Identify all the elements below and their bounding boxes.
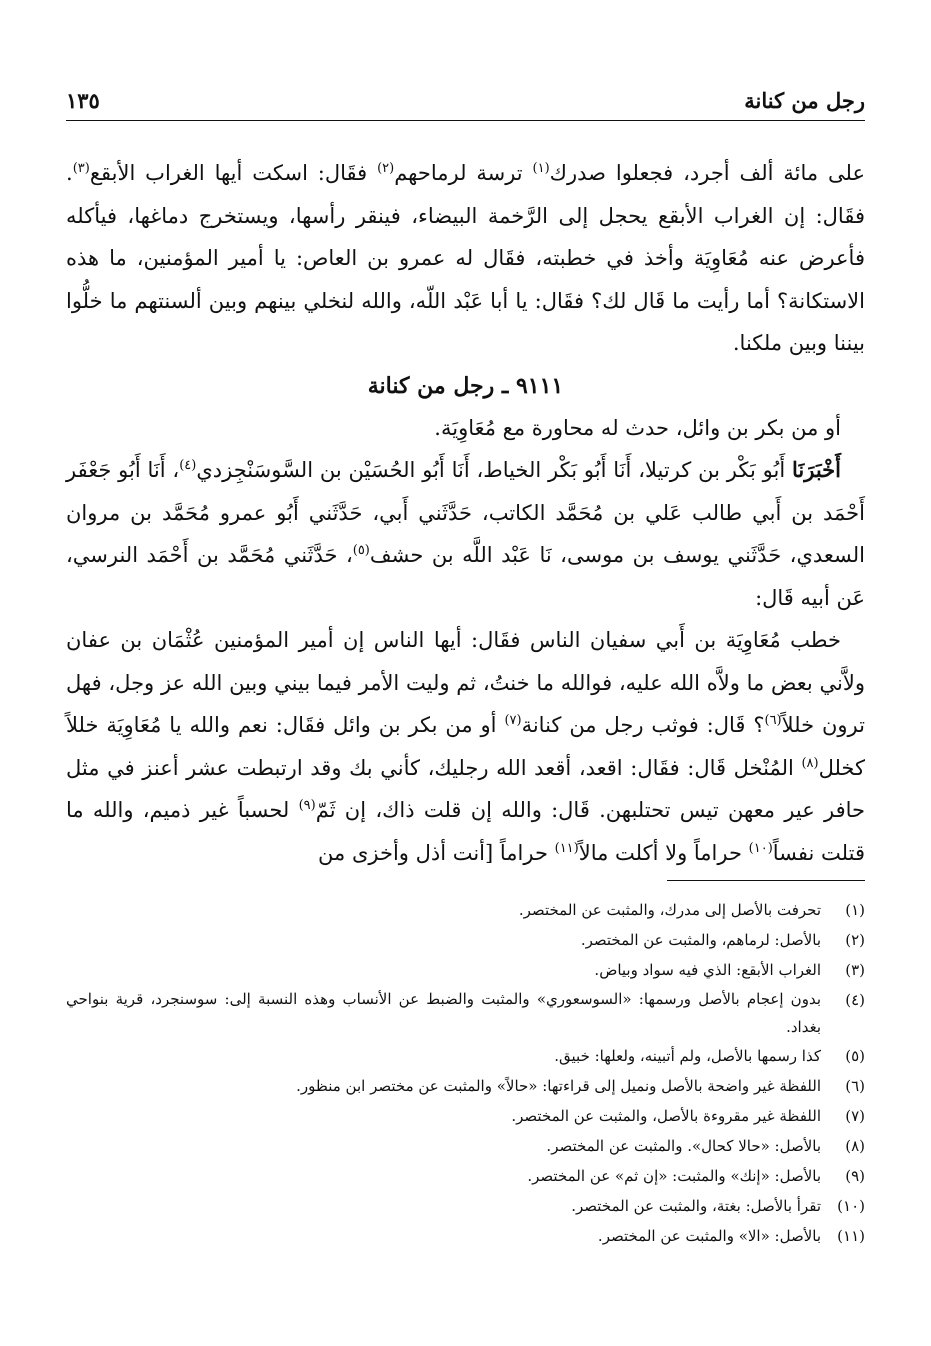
lead-word: أَخْبَرَنَا bbox=[792, 457, 841, 482]
running-header bbox=[66, 84, 865, 121]
paragraph-2: أو من بكر بن وائل، حدث له محاورة مع مُعَاوِيَة. bbox=[434, 415, 841, 440]
text-run: حراماً ولا أكلت مالاً bbox=[578, 840, 749, 865]
footnote-item bbox=[66, 1101, 865, 1131]
footnote-number: (٧) bbox=[845, 1107, 865, 1125]
footnote-ref-6: (٦) bbox=[764, 713, 782, 728]
footnote-ref-9: (٩) bbox=[298, 798, 316, 813]
text-run: المُنْخل قَال: فقَال: اقعد، أقعد الله رجليك، كأني بك وقد ارتبطت عشر أعنز في مثل حافر عير معهن تيس تحتلبهن. قَال: والله إن قلت ذاك، إن ثَمّ bbox=[66, 755, 866, 822]
footnote-text: تحرفت بالأصل إلى مدرك، والمثبت عن المختصر. bbox=[518, 901, 821, 919]
paragraph-3-isnad bbox=[66, 449, 865, 619]
footnote-number: (٨) bbox=[845, 1137, 865, 1155]
text-run: أو من بكر بن وائل فقَال: نعم والله يا مُعَاوِيَة خللاً كخلل bbox=[66, 713, 865, 780]
footnote-text: بالأصل: «الا» والمثبت عن المختصر. bbox=[597, 1227, 821, 1245]
footnote-text: تقرأ بالأصل: بغتة، والمثبت عن المختصر. bbox=[571, 1197, 821, 1215]
footnote-number: (٥) bbox=[845, 1047, 865, 1065]
footnote-number: (١٠) bbox=[837, 1197, 865, 1215]
footnote-text: كذا رسمها بالأصل، ولم أتبينه، ولعلها: خبيق. bbox=[554, 1047, 821, 1065]
footnote-number: (١١) bbox=[837, 1227, 865, 1245]
text-run: حراماً [أنت أذل وأخزى من bbox=[318, 840, 555, 865]
paragraph-1 bbox=[66, 152, 865, 365]
footnote-ref-4: (٤) bbox=[179, 458, 197, 473]
footnote-text: اللفظة غير مقروءة بالأصل، والمثبت عن المختصر. bbox=[511, 1107, 821, 1125]
text-run: ، أَنَا أَبُو جَعْفَر أَحْمَد بن أَبي طالب عَلي بن مُحَمَّد الكاتب، حَدَّثَني أَبي، حَدَّثَني أَبُو عمرو مُحَمَّد بن مروان السعدي، حَدَّثَني يوسف بن موسى، نَا عَبْد اللَّه بن حشف bbox=[66, 458, 866, 567]
footnote-number: (١) bbox=[845, 901, 865, 919]
text-run: لحسباً غير ذميم، والله ما قتلت نفساً bbox=[66, 798, 865, 865]
footnote-item bbox=[66, 1131, 865, 1161]
text-run: على مائة ألف أجرد، فجعلوا صدرك bbox=[549, 161, 866, 185]
footnote-ref-2: (٢) bbox=[377, 161, 395, 176]
footnote-number: (٦) bbox=[845, 1077, 865, 1095]
footnote-ref-8: (٨) bbox=[801, 755, 819, 771]
footnote-item bbox=[66, 895, 865, 925]
footnote-ref-5: (٥) bbox=[352, 543, 370, 558]
footnote-number: (٩) bbox=[845, 1167, 865, 1185]
page-number: ١٣٥ bbox=[66, 88, 100, 113]
footnote-item bbox=[66, 1071, 865, 1101]
footnote-item bbox=[66, 1041, 865, 1071]
footnote-item bbox=[66, 1221, 865, 1251]
text-run: ؟ قَال: فوثب رجل من كنانة bbox=[521, 713, 765, 737]
text-run: خطب مُعَاوِيَة بن أَبي سفيان الناس فقَال: أيها الناس إن أمير المؤمنين عُثْمَان بن عفان ولاَّني بعض ما ولاَّه الله عليه، فوالله ما خنتُ، ثم وليت الأمر فيما بيني وبين الله عز وجل، فهل ترون خللاً bbox=[66, 628, 865, 737]
footnote-text: اللفظة غير واضحة بالأصل ونميل إلى قراءتها: «حالاً» والمثبت عن مختصر ابن منظور. bbox=[296, 1077, 821, 1095]
footnote-text: بالأصل: «إنك» والمثبت: «إن ثم» عن المختصر. bbox=[527, 1167, 821, 1185]
text-run: فقَال: اسكت أيها الغراب الأبقع bbox=[89, 161, 378, 185]
footnote-item bbox=[66, 985, 865, 1041]
footnote-item bbox=[66, 1161, 865, 1191]
text-run: أَبُو بَكْر بن كرتيلا، أَنَا أَبُو بَكْر الخياط، أَنَا أَبُو الحُسَيْن بن السَّوسَنْجِزدي bbox=[196, 458, 793, 482]
paragraph-4 bbox=[66, 619, 865, 874]
footnote-text: بدون إعجام بالأصل ورسمها: «السوسعوري» والمثبت والضبط عن الأنساب وهذه النسبة إلى: سوسنجرد، قرية بنواحي بغداد. bbox=[66, 990, 821, 1036]
text-run: ، حَدَّثَني مُحَمَّد بن أَحْمَد النرسي، عَن أبيه قَال: bbox=[66, 543, 865, 610]
text-run: . فقَال: إن الغراب الأبقع يحجل إلى الرَّخمة البيضاء، فينقر رأسها، ويستخرج دماغها، فيأكله فأعرض عنه مُعَاوِيَة وأخذ في خطبته، فقَال له عمرو بن العاص: يا أمير المؤمنين، ما هذه الاستكانة؟ أما رأيت ما قَال لك؟ فقَال: يا أبا عَبْد اللّه، والله لنخلي بينهم وبين ألسنتهم ما خلُّوا بيننا وبين ملكنا. bbox=[66, 161, 865, 355]
footnote-text: بالأصل: «حالا كحال». والمثبت عن المختصر. bbox=[546, 1137, 821, 1155]
main-text bbox=[66, 152, 865, 874]
footnote-ref-10: (١٠) bbox=[748, 840, 773, 856]
running-title: رجل من كنانة bbox=[744, 88, 865, 113]
footnote-number: (٣) bbox=[845, 961, 865, 979]
footnote-ref-7: (٧) bbox=[504, 713, 522, 728]
footnote-text: بالأصل: لرماهم، والمثبت عن المختصر. bbox=[580, 931, 821, 949]
footnote-ref-1: (١) bbox=[532, 161, 550, 176]
footnote-ref-3: (٣) bbox=[72, 161, 90, 176]
footnote-divider bbox=[667, 880, 865, 881]
footnote-number: (٤) bbox=[845, 991, 865, 1009]
footnote-ref-11: (١١) bbox=[554, 840, 579, 856]
footnote-number: (٢) bbox=[845, 931, 865, 949]
section-heading: ٩١١١ ـ رجل من كنانة bbox=[367, 372, 564, 399]
footnote-item bbox=[66, 1191, 865, 1221]
footnote-item bbox=[66, 925, 865, 955]
footnotes-list bbox=[66, 895, 865, 1251]
footnote-text: الغراب الأبقع: الذي فيه سواد وبياض. bbox=[594, 961, 821, 979]
footnote-item bbox=[66, 955, 865, 985]
text-run: ترسة لرماحهم bbox=[394, 161, 533, 185]
